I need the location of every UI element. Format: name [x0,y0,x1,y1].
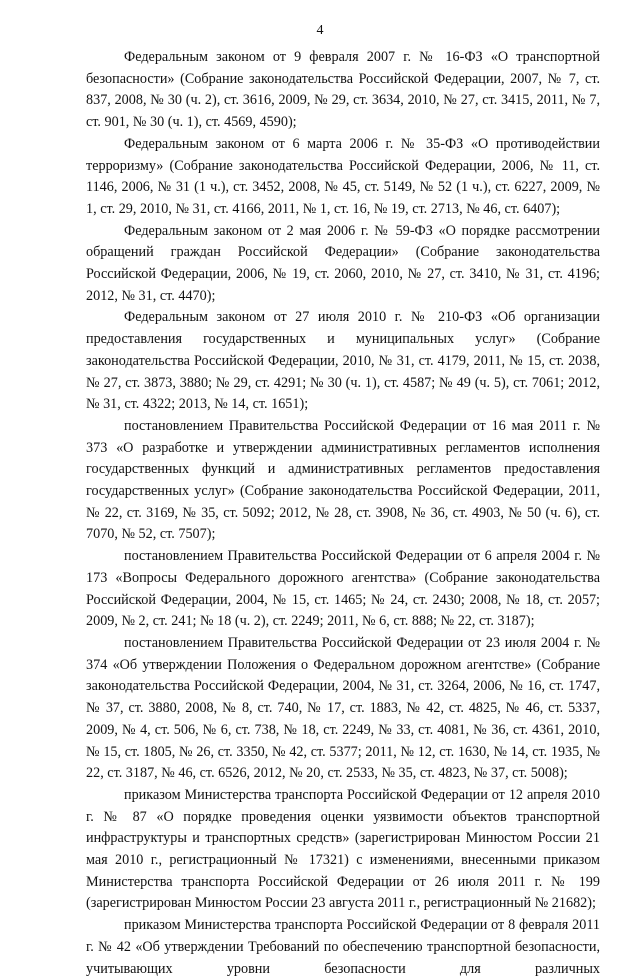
paragraph-law-59-fz: Федеральным законом от 2 мая 2006 г. № 59-ФЗ «О порядке рассмотрении обращений граждан Российской Федерации» (Собрание законодательства Российской Федерации, 2006, № 19, ст. 2060, 2010, № 27, ст. 3410, № 31, ст. 4196; 2012, № 31, ст. 4470); [86,222,600,304]
paragraph-decree-373: постановлением Правительства Российской Федерации от 16 мая 2011 г. № 373 «О разработке и утверждении административных регламентов исполнения государственных функций и административных регламентов предоставления государственных услуг» (Собрание законодательства Российской Федерации, 2011, № 22, ст. 3169, № 35, ст. 5092; 2012, № 28, ст. 3908, № 36, ст. 4903, № 50 (ч. 6), ст. 7070, № 52, ст. 7507); [86,417,600,543]
document-body [86,47,600,980]
page-number: 4 [316,23,324,38]
paragraph-law-16-fz: Федеральным законом от 9 февраля 2007 г. № 16-ФЗ «О транспортной безопасности» (Собрание законодательства Российской Федерации, 2007, № 7, ст. 837, 2008, № 30 (ч. 2), ст. 3616, 2009, № 29, ст. 3634, 2010, № 27, ст. 3415, 2011, № 7, ст. 901, № 30 (ч. 1), ст. 4569, 4590); [86,49,600,131]
paragraph-order-42: приказом Министерства транспорта Российской Федерации от 8 февраля 2011 г. № 42 «Об утверждении Требований по обеспечению транспортной безопасности, учитывающих уровни безопасности для различных [86,917,600,977]
paragraph-law-35-fz: Федеральным законом от 6 марта 2006 г. № 35-ФЗ «О противодействии терроризму» (Собрание законодательства Российской Федерации, 2006, № 11, ст. 1146, 2006, № 31 (1 ч.), ст. 3452, 2008, № 45, ст. 5149, № 52 (1 ч.), ст. 6227, 2009, № 1, ст. 29, 2010, № 31, ст. 4166, 2011, № 1, ст. 16, № 19, ст. 2713, № 46, ст. 6407); [86,135,600,217]
paragraph-decree-173: постановлением Правительства Российской Федерации от 6 апреля 2004 г. № 173 «Вопросы Федерального дорожного агентства» (Собрание законодательства Российской Федерации, 2004, № 15, ст. 1465; № 24, ст. 2430; 2008, № 18, ст. 2057; 2009, № 2, ст. 241; № 18 (ч. 2), ст. 2249; 2011, № 6, ст. 888; № 22, ст. 3187); [86,548,600,630]
paragraph-decree-374: постановлением Правительства Российской Федерации от 23 июля 2004 г. № 374 «Об утверждении Положения о Федеральном дорожном агентстве» (Собрание законодательства Российской Федерации, 2004, № 31, ст. 3264, 2006, № 16, ст. 1747, № 37, ст. 3880, 2008, № 8, ст. 740, № 17, ст. 1883, № 42, ст. 4825, № 46, ст. 5337, 2009, № 4, ст. 506, № 6, ст. 738, № 18, ст. 2249, № 33, ст. 4081, № 36, ст. 4361, 2010, № 15, ст. 1805, № 26, ст. 3350, № 42, ст. 5377; 2011, № 12, ст. 1630, № 14, ст. 1935, № 22, ст. 3187, № 46, ст. 6526, 2012, № 20, ст. 2533, № 35, ст. 4823, № 37, ст. 5008); [86,634,600,782]
paragraph-law-210-fz: Федеральным законом от 27 июля 2010 г. № 210-ФЗ «Об организации предоставления государственных и муниципальных услуг» (Собрание законодательства Российской Федерации, 2010, № 31, ст. 4179, 2011, № 15, ст. 2038, № 27, ст. 3873, 3880; № 29, ст. 4291; № 30 (ч. 1), ст. 4587; № 49 (ч. 5), ст. 7061; 2012, № 31, ст. 4322; 2013, № 14, ст. 1651); [86,309,600,413]
paragraph-order-87: приказом Министерства транспорта Российской Федерации от 12 апреля 2010 г. № 87 «О порядке проведения оценки уязвимости объектов транспортной инфраструктуры и транспортных средств» (зарегистрирован Минюстом России 21 мая 2010 г., регистрационный № 17321) с изменениями, внесенными приказом Министерства транспорта Российской Федерации от 26 июля 2011 г. № 199 (зарегистрирован Минюстом России 23 августа 2011 г., регистрационный № 21682); [86,786,600,912]
